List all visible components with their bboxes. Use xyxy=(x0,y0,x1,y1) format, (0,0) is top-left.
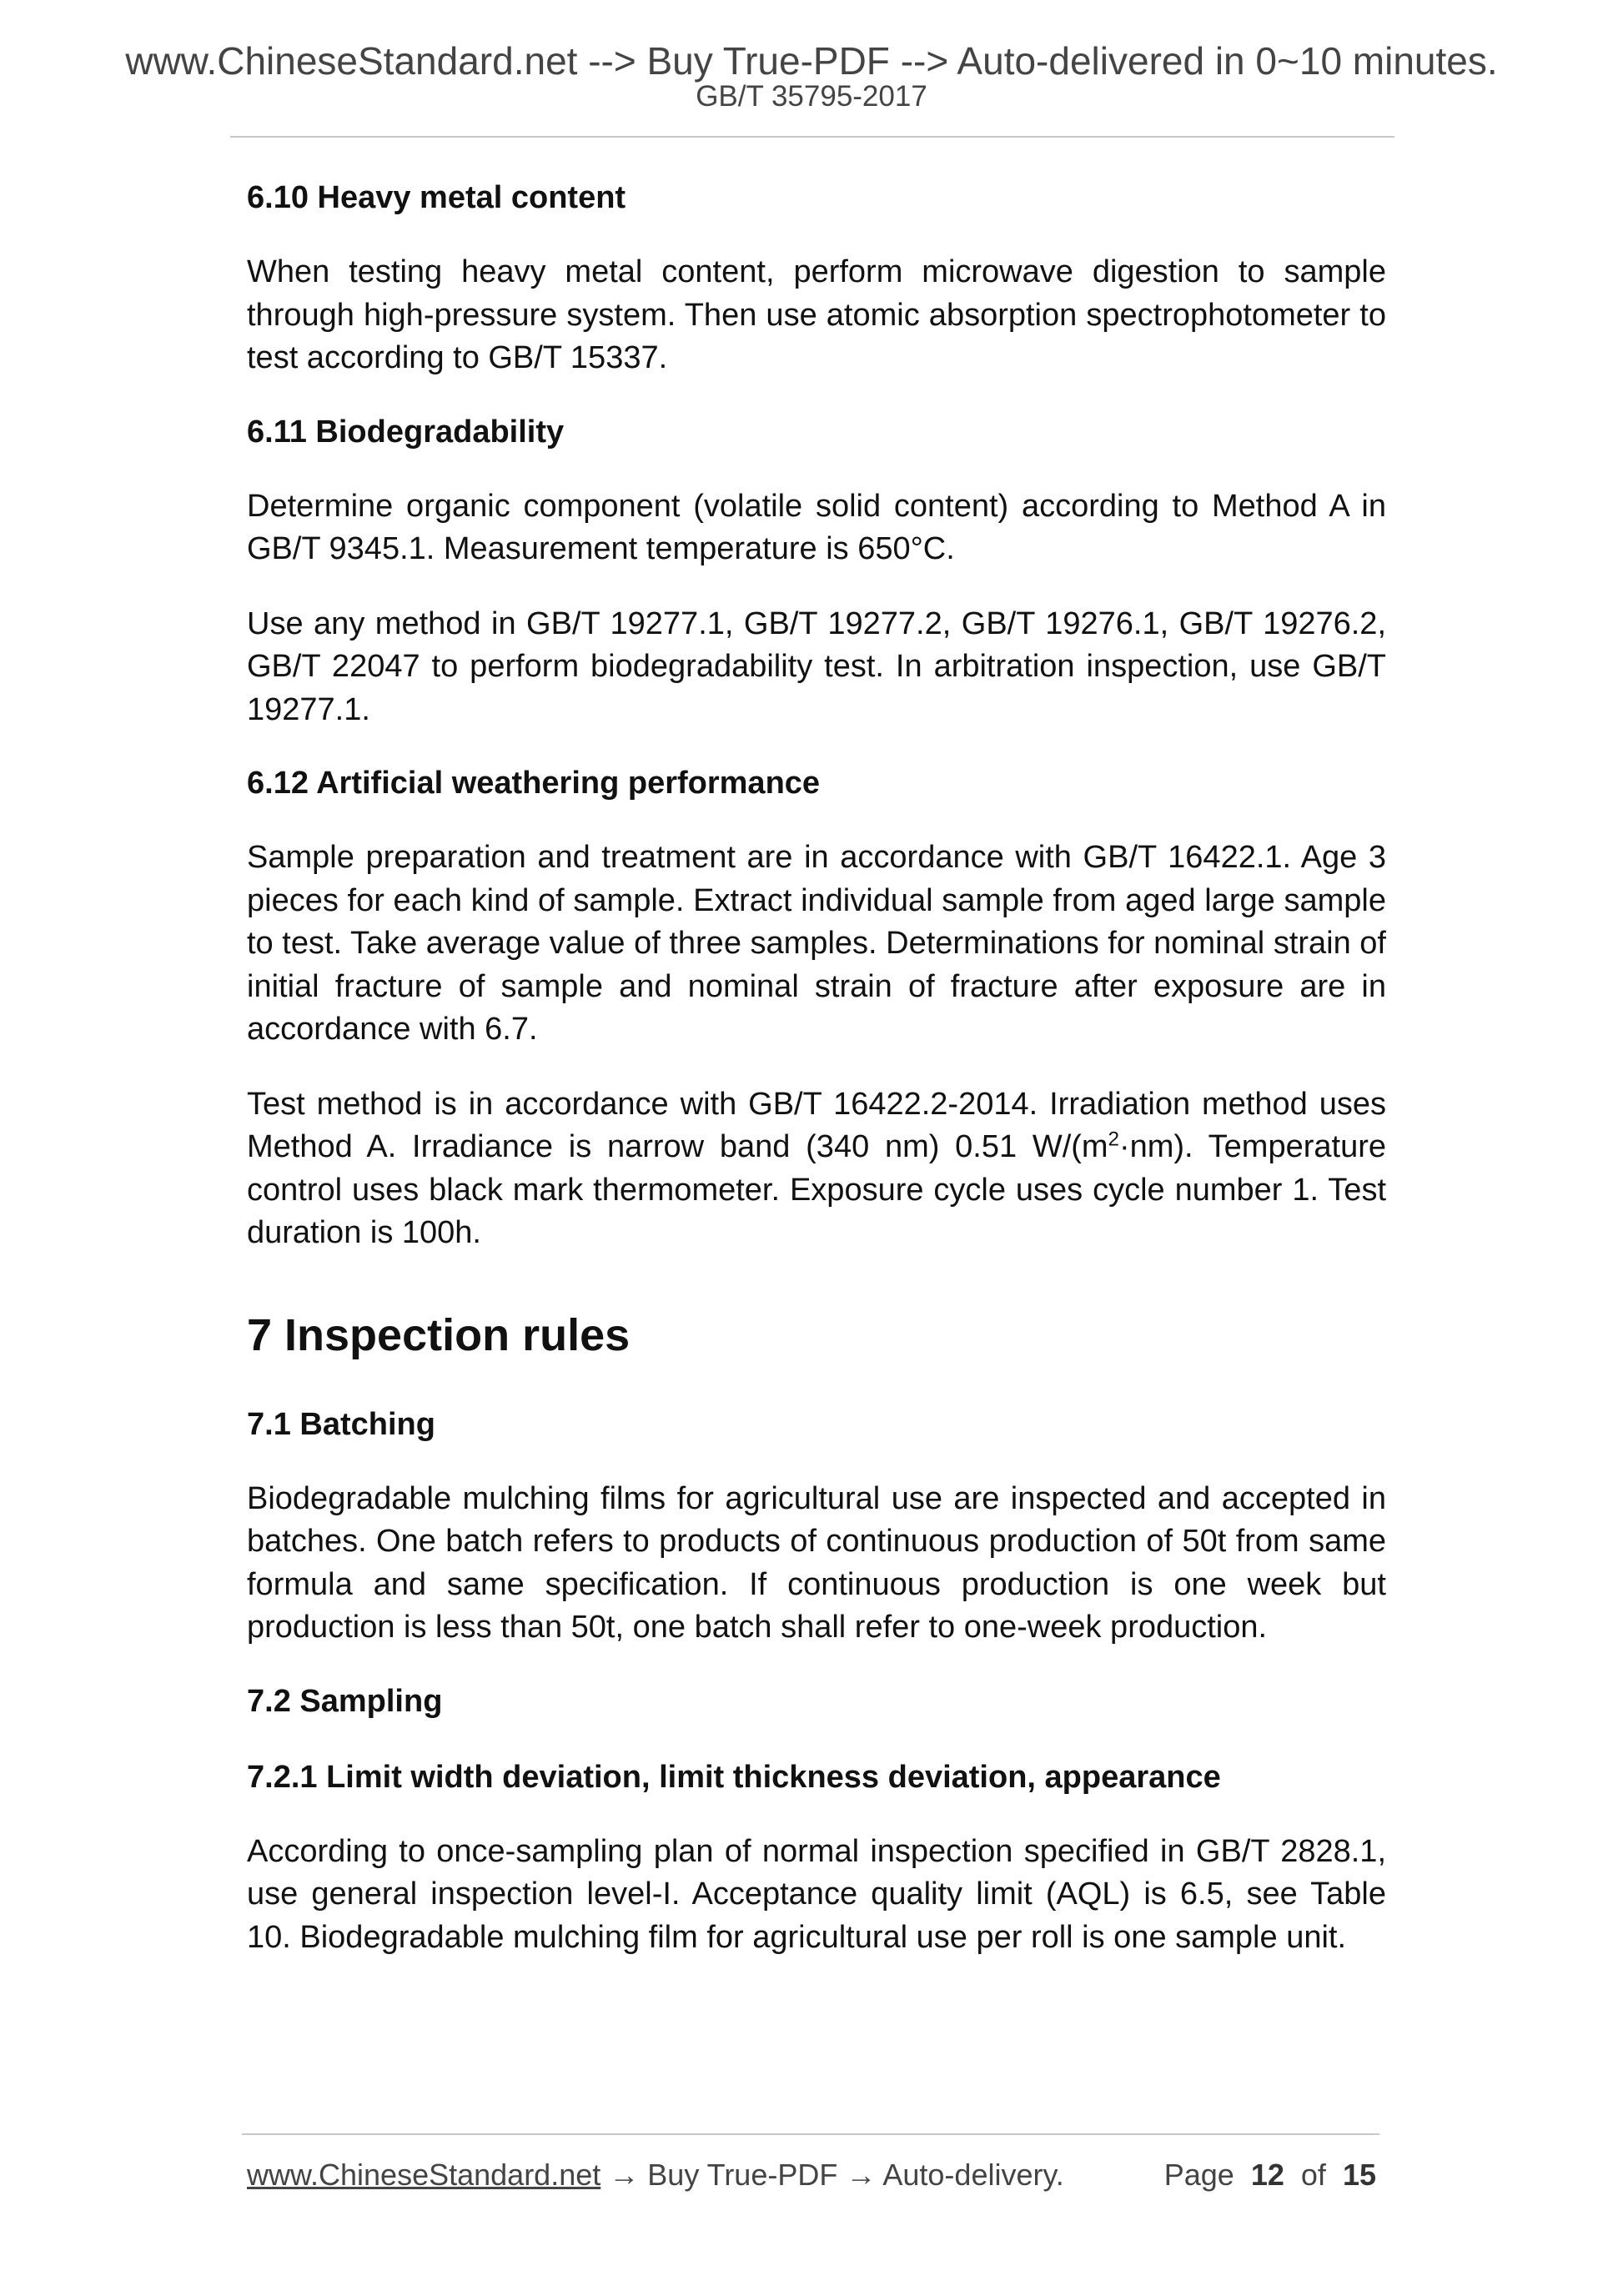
arrow-icon: → xyxy=(609,2158,640,2192)
page-total: 15 xyxy=(1342,2158,1376,2192)
para-6-11-2: Use any method in GB/T 19277.1, GB/T 19277.2, GB/T 19276.1, GB/T 19276.2, GB/T 22047 to perform biodegradability test. In arbitration inspection, use GB/T 19277.1. xyxy=(247,605,1386,727)
document-body xyxy=(247,173,1386,1959)
footer-divider xyxy=(242,2133,1379,2135)
para-6-12-2-text-b: ·nm). Temperature control uses black mark thermometer. Exposure cycle uses cycle number 1. Test duration is 100h. xyxy=(247,1129,1386,1250)
heading-6-10: 6.10 Heavy metal content xyxy=(247,180,626,215)
para-6-12-1: Sample preparation and treatment are in accordance with GB/T 16422.1. Age 3 pieces for each kind of sample. Extract individual sample from aged large sample to test. Take average value of three samples. Determinations for nominal strain of initial fracture of sample and nominal strain of fracture after exposure are in accordance with 6.7. xyxy=(247,840,1386,1047)
page-label: Page xyxy=(1163,2158,1234,2192)
header-divider xyxy=(230,136,1394,138)
heading-6-12: 6.12 Artificial weathering performance xyxy=(247,766,821,801)
standard-number: GB/T 35795-2017 xyxy=(696,80,927,113)
page-indicator xyxy=(1164,2158,1376,2193)
footer-left xyxy=(247,2158,1064,2193)
para-6-12-2-text-a: Test method is in accordance with GB/T 16422.2-2014. Irradiation method uses Method A. Irradiance is narrow band (340 nm) 0.51 W/(m xyxy=(247,1086,1386,1164)
header-banner: www.ChineseStandard.net --> Buy True-PDF --> Auto-delivered in 0~10 minutes. xyxy=(125,39,1498,83)
para-6-10-1: When testing heavy metal content, perform microwave digestion to sample through high-pressure system. Then use atomic absorption spectrophotometer to test according to GB/T 15337. xyxy=(247,254,1386,375)
heading-7-1: 7.1 Batching xyxy=(247,1406,435,1442)
footer-buy-text: Buy True-PDF xyxy=(647,2158,838,2192)
heading-7-2-1: 7.2.1 Limit width deviation, limit thickness deviation, appearance xyxy=(247,1759,1221,1795)
of-label: of xyxy=(1300,2158,1326,2192)
superscript-2: 2 xyxy=(1108,1128,1119,1151)
heading-7-2: 7.2 Sampling xyxy=(247,1683,443,1719)
heading-6-11: 6.11 Biodegradability xyxy=(247,414,565,450)
page-current: 12 xyxy=(1250,2158,1284,2192)
heading-7: 7 Inspection rules xyxy=(247,1309,631,1360)
para-7-1-1: Biodegradable mulching films for agricultural use are inspected and accepted in batches. One batch refers to products of continuous production of 50t from same formula and same specification. If continuous production is one week but production is less than 50t, one batch shall refer to one-week production. xyxy=(247,1480,1386,1645)
footer-delivery-text: Auto-delivery. xyxy=(882,2158,1064,2192)
footer-site-link[interactable]: www.ChineseStandard.net xyxy=(247,2158,601,2192)
para-6-12-2 xyxy=(247,1083,1386,1255)
para-6-11-1: Determine organic component (volatile solid content) according to Method A in GB/T 9345.1. Measurement temperature is 650°C. xyxy=(247,488,1386,566)
para-7-2-1-1: According to once-sampling plan of normal inspection specified in GB/T 2828.1, use general inspection level-I. Acceptance quality limit (AQL) is 6.5, see Table 10. Biodegradable mulching film for agricultural use per roll is one sample unit. xyxy=(247,1833,1386,1955)
arrow-icon: → xyxy=(846,2158,877,2192)
